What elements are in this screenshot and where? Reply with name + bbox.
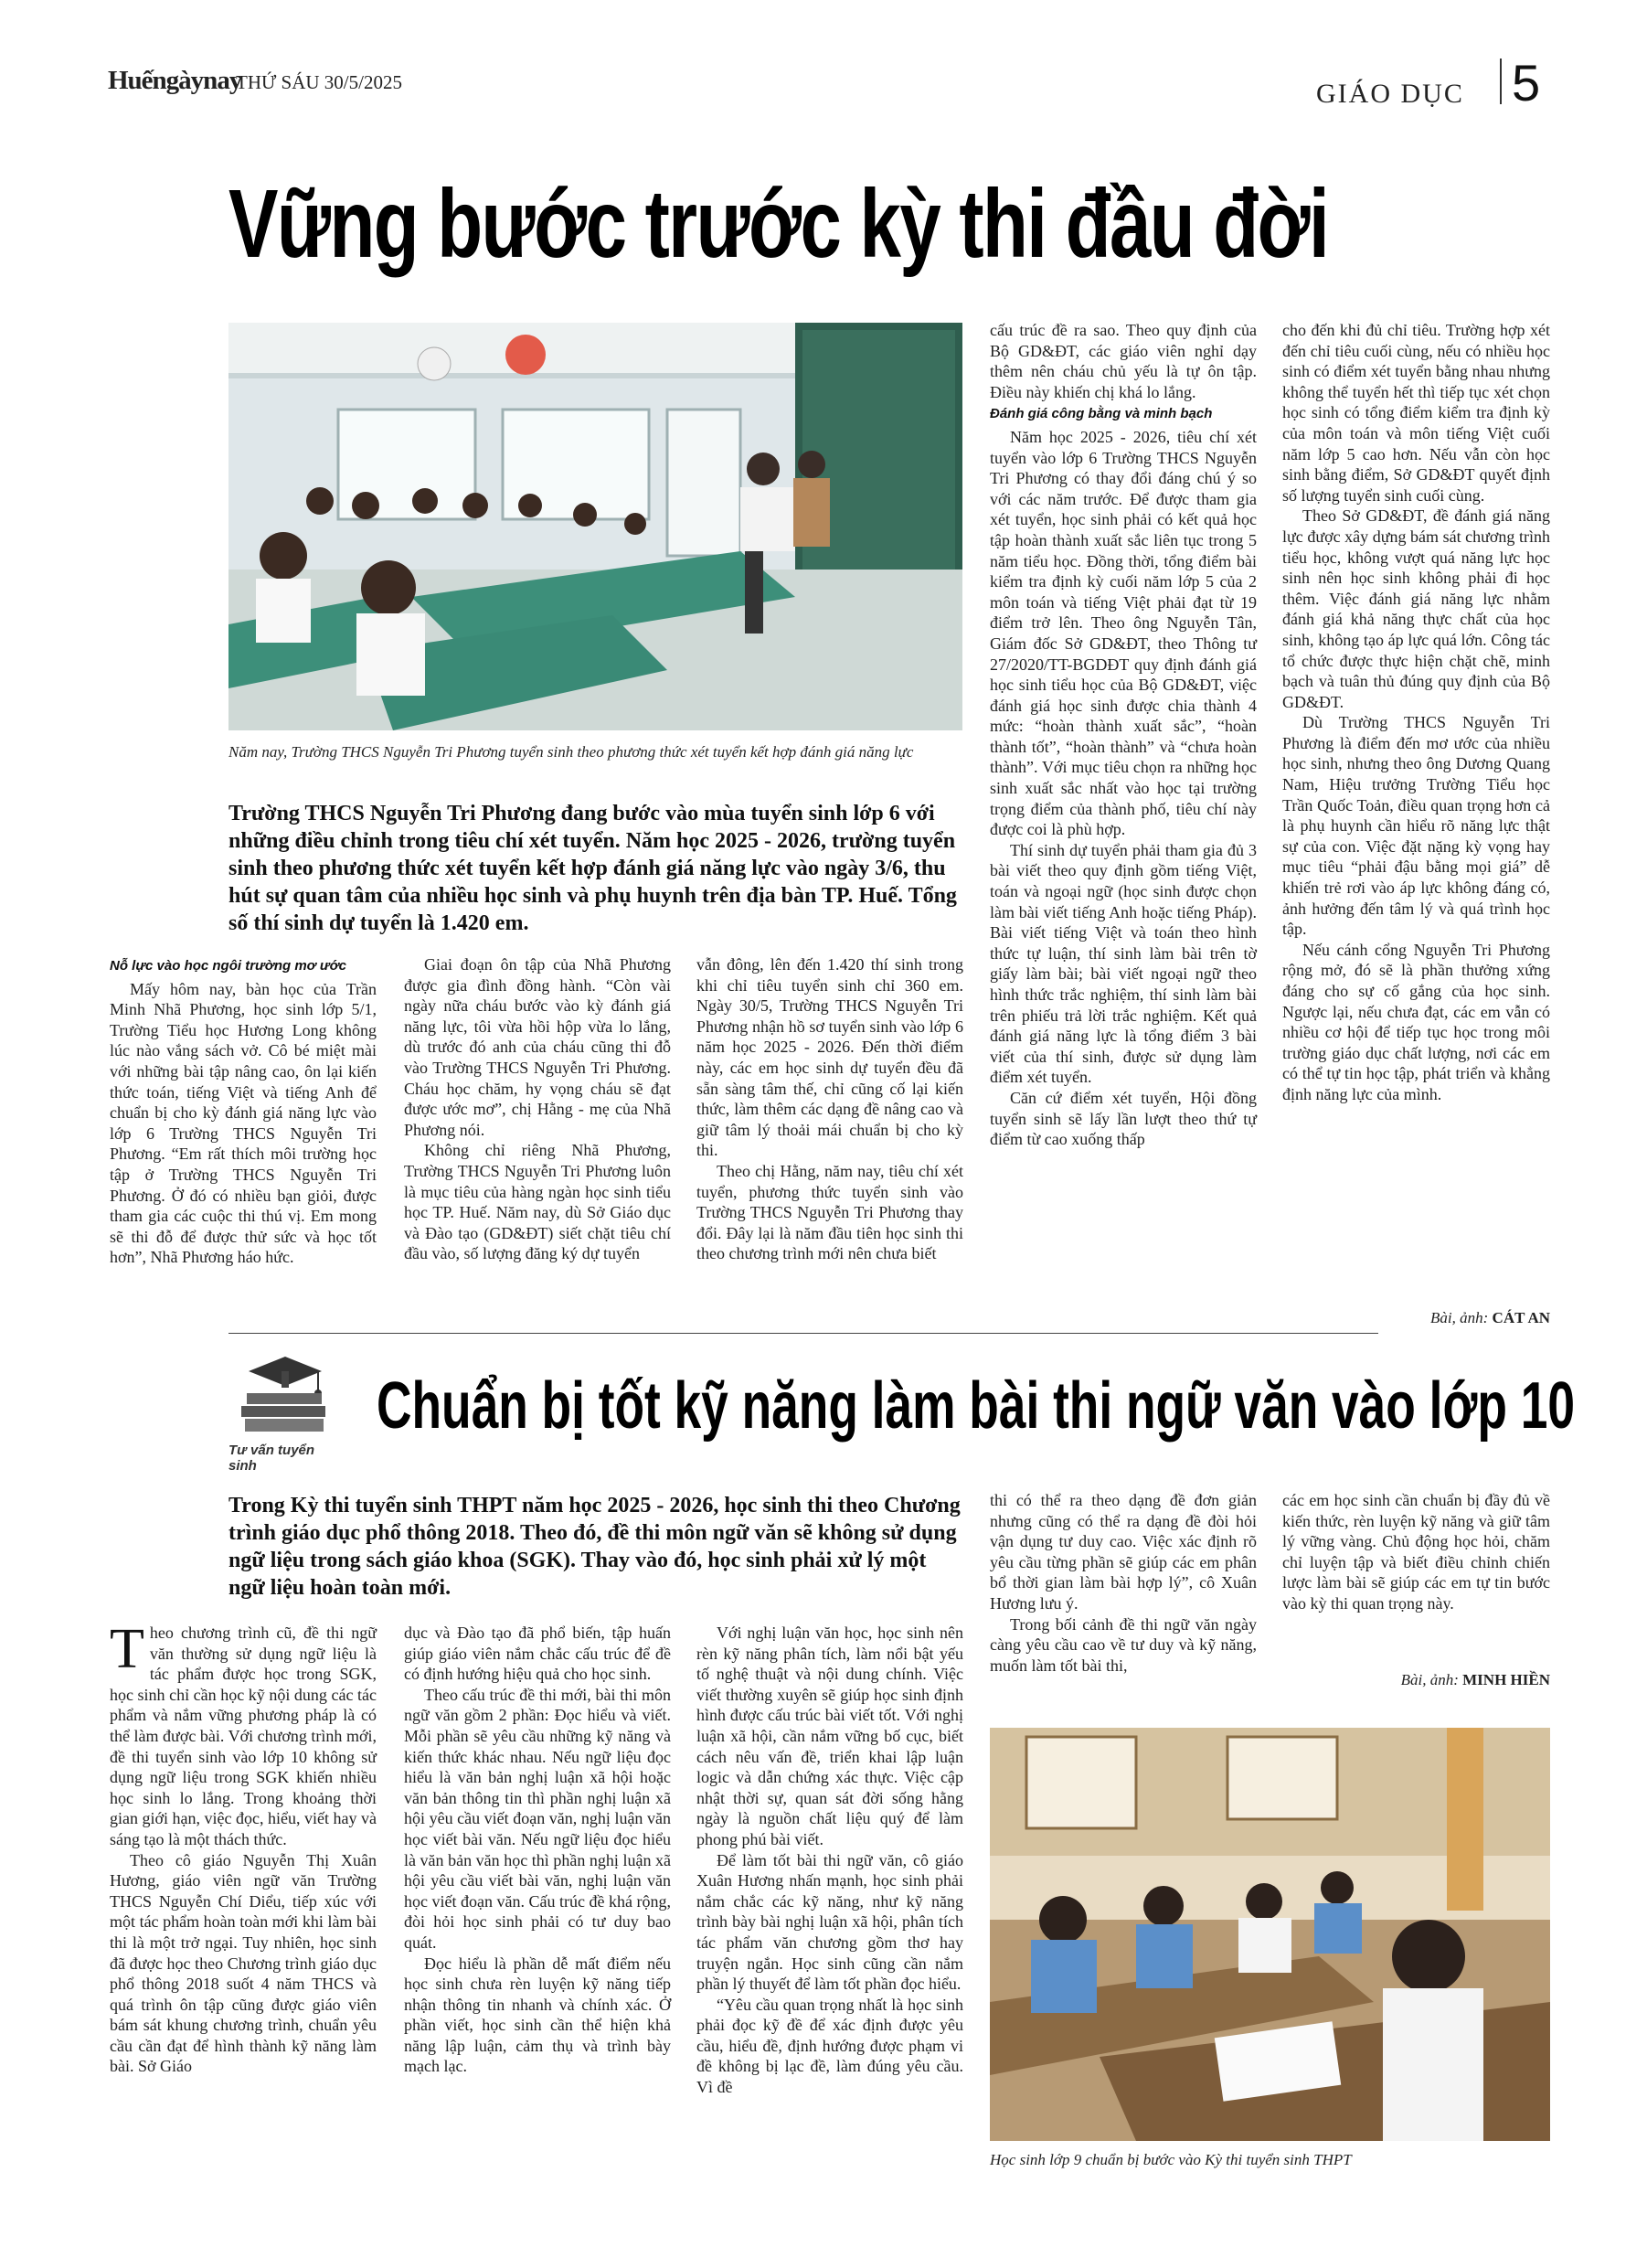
page-number: 5 [1512,54,1541,112]
section-name: GIÁO DỤC [1316,79,1464,109]
paragraph: Không chỉ riêng Nhã Phương, Trường THCS Nguyễn Tri Phương luôn là mục tiêu của hàng ngàn học sinh tiểu học TP. Huế. Năm nay, dù Sở Giáo dục và Đào tạo (GD&ĐT) siết chặt tiêu chí đầu vào, số lượng đăng ký dự tuyển [404,1141,671,1263]
byline-author: MINH HIỀN [1462,1671,1550,1688]
article2-column-2 [404,1623,671,2077]
paragraph: Theo Sở GD&ĐT, đề đánh giá năng lực được xây dựng bám sát chương trình tiểu học, không vượt quá năng lực học sinh nên học sinh không phải đi học thêm. Việc đánh giá năng lực nhằm đánh giá khả năng thực chất của học sinh, không tạo áp lực quá lớn. Công tác tổ chức được thực hiện chặt chẽ, minh bạch và tuân thủ đúng quy định của Bộ GD&ĐT. [1282,506,1550,711]
byline-author: CÁT AN [1492,1309,1550,1326]
byline-prefix: Bài, ảnh: [1400,1671,1459,1688]
article1-column-5 [1282,320,1550,1105]
article2-column-4 [990,1490,1257,1676]
paragraph: Thí sinh dự tuyển phải tham gia đủ 3 bài viết theo quy định gồm tiếng Việt, toán và ngoại ngữ (học sinh được chọn làm bài viết tiếng Anh hoặc tiếng Pháp). Bài viết tiếng Việt và toán theo hình thức tự luận, thí sinh làm bài trên tờ giấy làm bài; bài viết ngoại ngữ theo hình thức trắc nghiệm, thí sinh làm bài trên phiếu trả lời trắc nghiệm. Kết quả đánh giá năng lực là tổng điểm 3 bài viết của thí sinh, được sử dụng làm điểm xét tuyển. [990,840,1257,1087]
paragraph [110,1618,377,1850]
article2-column-1 [110,1618,377,2077]
paragraph: Đọc hiểu là phần dễ mất điểm nếu học sinh chưa rèn luyện kỹ năng tiếp nhận thông tin nhanh và chính xác. Ở phần viết, học sinh cần thể hiện khả năng lập luận, cảm thụ và trình bày mạch lạc. [404,1954,671,2076]
newspaper-logo: Huếngàynay [108,66,242,95]
byline-prefix: Bài, ảnh: [1430,1309,1489,1326]
article1-column-1 [110,954,377,1268]
paragraph: vẫn đông, lên đến 1.420 thí sinh trong khi chỉ tiêu tuyển sinh chỉ 360 em. Ngày 30/5, Trường THCS Nguyễn Tri Phương nhận hồ sơ tuyển sinh vào lớp 6 năm học 2025 - 2026. Đến thời điểm này, các em học sinh dự tuyển đều đã sẵn sàng tâm thế, chỉ cũng cố lại kiến thức, làm thêm các dạng đề nâng cao và giữ tâm lý thoải mái chuẩn bị cho kỳ thi. [696,955,963,1160]
paragraph: Dù Trường THCS Nguyễn Tri Phương là điểm đến mơ ước của nhiều học sinh, nhưng theo ông Dương Quang Nam, Hiệu trưởng Trường Tiểu học Trần Quốc Toản, điều quan trọng hơn cả là phụ huynh cần hiểu rõ năng lực thật sự của con. Việc đặt nặng kỳ vọng hay mục tiêu “phải đậu bằng mọi giá” dễ khiến trẻ rơi vào áp lực không đáng có, ảnh hưởng đến tâm lý và quá trình học tập. [1282,713,1550,939]
article2-lede: Trong Kỳ thi tuyển sinh THPT năm học 2025 - 2026, học sinh thi theo Chương trình giáo dục phổ thông 2018. Theo đó, đề thi môn ngữ văn sẽ không sử dụng ngữ liệu trong sách giáo khoa (SGK). Thay vào đó, học sinh phải xử lý một ngữ liệu hoàn toàn mới. [228,1494,961,1600]
article1-column-3 [696,954,963,1264]
paragraph: thi có thể ra theo dạng đề đơn giản nhưng cũng có thể ra dạng đề đòi hỏi vận dụng tư duy cao. Việc xác định rõ yêu cầu từng phần sẽ giúp các em phân bổ thời gian làm bài hợp lý”, cô Xuân Hương lưu ý. [990,1491,1257,1613]
paragraph: dục và Đào tạo đã phổ biến, tập huấn giúp giáo viên nắm chắc cấu trúc để đề có định hướng hiệu quả cho học sinh. [404,1624,671,1684]
paragraph: Với nghị luận văn học, học sinh nên rèn kỹ năng phân tích, làm nổi bật yếu tố nghệ thuật và nội dung chính. Việc viết thường xuyên sẽ giúp học sinh định hình được cấu trúc bài viết tốt. Với nghị luận xã hội, cần nắm vững bố cục, biết cách nêu vấn đề, triển khai lập luận logic và dẫn chứng xác thực. Việc cập nhật thời sự, quan sát đời sống hằng ngày là nguồn chất liệu quý để làm phong phú bài viết. [696,1624,963,1848]
article1-photo-caption: Năm nay, Trường THCS Nguyễn Tri Phương tuyển sinh theo phương thức xét tuyển kết hợp đánh giá năng lực [228,743,914,761]
section-divider [228,1333,1378,1334]
consult-books-icon [230,1351,338,1441]
article1-subhead-2: Đánh giá công bằng và minh bạch [990,406,1213,422]
article1-photo [228,323,962,730]
paragraph: Để làm tốt bài thi ngữ văn, cô giáo Xuân Hương nhấn mạnh, học sinh phải nắm chắc các kỹ năng, như kỹ năng trình bày bài nghị luận xã hội, phân tích tác phẩm văn chương gồm thơ hay truyện ngắn. Học sinh cũng cần nắm phần lý thuyết để làm tốt phần đọc hiểu. [696,1850,963,1994]
paragraph-text: heo chương trình cũ, đề thi ngữ văn thường sử dụng ngữ liệu là tác phẩm được học trong SGK, học sinh chỉ cần học kỹ nội dung các tác phẩm và nắm vững phương pháp là có thể làm được bài. Với chương trình mới, đề thi tuyển sinh vào lớp 10 không sử dụng ngữ liệu trong SGK khiến nhiều học sinh lo lắng. Trong khoảng thời gian giới hạn, việc đọc, hiểu, viết hay và sáng tạo là một thách thức. [110,1624,377,1848]
masthead-rule [1500,59,1502,104]
paragraph: các em học sinh cần chuẩn bị đầy đủ về kiến thức, rèn luyện kỹ năng và giữ tâm lý vững vàng. Chủ động học hỏi, chăm chỉ luyện tập và biết điều chỉnh chiến lược làm bài sẽ giúp các em tự tin bước vào kỳ thi quan trọng này. [1282,1491,1550,1613]
paragraph: Theo cấu trúc đề thi mới, bài thi môn ngữ văn gồm 2 phần: Đọc hiểu và viết. Mỗi phần sẽ yêu cầu những kỹ năng và kiến thức khác nhau. Nếu ngữ liệu đọc hiểu là văn bản nghị luận xã hội hoặc văn bản thông tin thì phần nghị luận xã hội yêu cầu viết đoạn văn, nghị luận văn học viết bài văn. Nếu ngữ liệu đọc hiểu là văn bản văn học thì phần nghị luận xã hội yêu cầu viết bài văn, nghị luận văn học viết đoạn văn. Cấu trúc đề khá rộng, đòi hỏi học sinh phải có tư duy bao quát. [404,1685,671,1952]
article2-photo [990,1728,1550,2141]
paragraph: Năm học 2025 - 2026, tiêu chí xét tuyển vào lớp 6 Trường THCS Nguyễn Tri Phương có thay đổi đáng chú ý so với các năm trước. Để được tham gia xét tuyển, học sinh phải có kết quả học tập hoàn thành xuất sắc liên tục trong 5 năm tiểu học. Đồng thời, tổng điểm bài kiểm tra định kỳ cuối năm lớp 5 của 2 môn toán và tiếng Việt phải đạt từ 19 điểm trở lên. Theo ông Nguyễn Tân, Giám đốc Sở GD&ĐT, theo Thông tư 27/2020/TT-BGDĐT quy định đánh giá học sinh tiểu học của Bộ GD&ĐT, việc đánh giá học sinh được chia thành 4 mức: “hoàn thành xuất sắc”, “hoàn thành tốt”, “hoàn thành” và “chưa hoàn thành”. Với mục tiêu chọn ra những học sinh xuất sắc nhất vào học tại trường trọng điểm của thành phố, tiêu chí này được coi là phù hợp. [990,427,1257,839]
consult-section-label: Tư vấn tuyển sinh [228,1443,315,1474]
article2-headline: Chuẩn bị tốt kỹ năng làm bài thi ngữ văn vào lớp 10 [377,1369,1575,1443]
paragraph: Nếu cánh cổng Nguyễn Tri Phương rộng mở, đó sẽ là phần thưởng xứng đáng cho sự cố gắng của học sinh. Ngược lại, nếu chưa đạt, các em vẫn có nhiều cơ hội để tiếp tục học trong môi trường giáo dục chất lượng, nơi các em có thể tự tin học tập, phát triển và khẳng định năng lực của mình. [1282,940,1550,1103]
paragraph: cấu trúc đề ra sao. Theo quy định của Bộ GD&ĐT, các giáo viên nghỉ dạy thêm nên cháu chủ yếu là tự ôn tập. Điều này khiến chị khá lo lắng. [990,321,1257,401]
article2-photo-caption: Học sinh lớp 9 chuẩn bị bước vào Kỳ thi tuyển sinh THPT [990,2151,1352,2168]
article1-headline: Vững bước trước kỳ thi đầu đời [228,170,1329,278]
article1-column-2 [404,954,671,1264]
article2-byline [1282,1671,1550,1689]
paragraph: Theo cô giáo Nguyễn Thị Xuân Hương, giáo viên ngữ văn Trường THCS Nguyễn Chí Diểu, tiếp xúc với một tác phẩm hoàn toàn mới khi làm bài thi là một trở ngại. Tuy nhiên, học sinh đã được học theo Chương trình giáo dục phổ thông 2018 suốt 4 năm THCS và quá trình ôn tập cũng được giáo viên bám sát khung chương trình, chuẩn yêu cầu cần đạt để hình thành kỹ năng làm bài. Sở Giáo [110,1850,377,2076]
article1-lede: Trường THCS Nguyễn Tri Phương đang bước vào mùa tuyển sinh lớp 6 với những điều chỉnh trong tiêu chí xét tuyển. Năm học 2025 - 2026, trường tuyển sinh theo phương thức xét tuyển kết hợp đánh giá năng lực vào ngày 3/6, thu hút sự quan tâm của nhiều học sinh và phụ huynh trên địa bàn TP. Huế. Tổng số thí sinh dự tuyển là 1.420 em. [228,802,957,935]
paragraph: Trong bối cảnh đề thi ngữ văn ngày càng yêu cầu cao về tư duy và kỹ năng, muốn làm tốt bài thi, [990,1614,1257,1675]
classroom-illustration [228,323,962,730]
article1-byline [1282,1309,1550,1327]
article2-column-5 [1282,1490,1550,1614]
article1-column-4 [990,320,1257,1150]
paragraph: “Yêu cầu quan trọng nhất là học sinh phải đọc kỹ đề để xác định được yêu cầu, hiểu đề, định hướng được phạm vi đề không bị lạc đề, làm đúng yêu cầu. Vì đề [696,1995,963,2097]
dropcap: T [110,1618,144,1680]
paragraph: Giai đoạn ôn tập của Nhã Phương được gia đình đồng hành. “Còn vài ngày nữa cháu bước vào kỳ đánh giá năng lực, tôi vừa hồi hộp vừa lo lắng, dù trước đó anh của cháu cũng thi đỗ vào Trường THCS Nguyễn Tri Phương. Cháu học chăm, hy vọng cháu sẽ đạt được ước mơ”, chị Hằng - mẹ của Nhã Phương nói. [404,955,671,1139]
paragraph: cho đến khi đủ chỉ tiêu. Trường hợp xét đến chỉ tiêu cuối cùng, nếu có nhiều học sinh có điểm xét tuyển bằng nhau nhưng không thể tuyển hết thì tiếp tục xét chọn học sinh có tổng điểm kiểm tra định kỳ của môn toán và môn tiếng Việt cuối năm lớp 5 cao hơn. Nếu vẫn còn học sinh bằng điểm, Sở GD&ĐT quyết định số lượng tuyển sinh cuối cùng. [1282,321,1550,505]
issue-date: THỨ SÁU 30/5/2025 [236,71,402,93]
paragraph: Mấy hôm nay, bàn học của Trần Minh Nhã Phương, học sinh lớp 5/1, Trường Tiểu học Hương Long không lúc nào vắng sách vở. Cô bé miệt mài với những bài tập nâng cao, ôn lại kiến thức toán, tiếng Việt và tiếng Anh để chuẩn bị cho kỳ đánh giá năng lực vào lớp 6 Trường THCS Nguyễn Tri Phương. “Em rất thích môi trường học tập ở Trường THCS Nguyễn Tri Phương. Ở đó có nhiều bạn giỏi, được tham gia các cuộc thi thú vị. Em mong sẽ thi đỗ để được thử sức và học tốt hơn”, Nhã Phương háo hức. [110,979,377,1267]
paragraph: Theo chị Hằng, năm nay, tiêu chí xét tuyển, phương thức tuyển sinh vào Trường THCS Nguyễn Tri Phương thay đổi. Đây lại là năm đầu tiên học sinh thi theo chương trình mới nên chưa biết [696,1161,963,1263]
article2-column-3 [696,1623,963,2098]
article1-subhead-1: Nỗ lực vào học ngôi trường mơ ước [110,958,347,974]
paragraph: Căn cứ điểm xét tuyển, Hội đồng tuyển sinh sẽ lấy lần lượt theo thứ tự điểm từ cao xuống thấp [990,1088,1257,1149]
exam-room-illustration [990,1728,1550,2141]
